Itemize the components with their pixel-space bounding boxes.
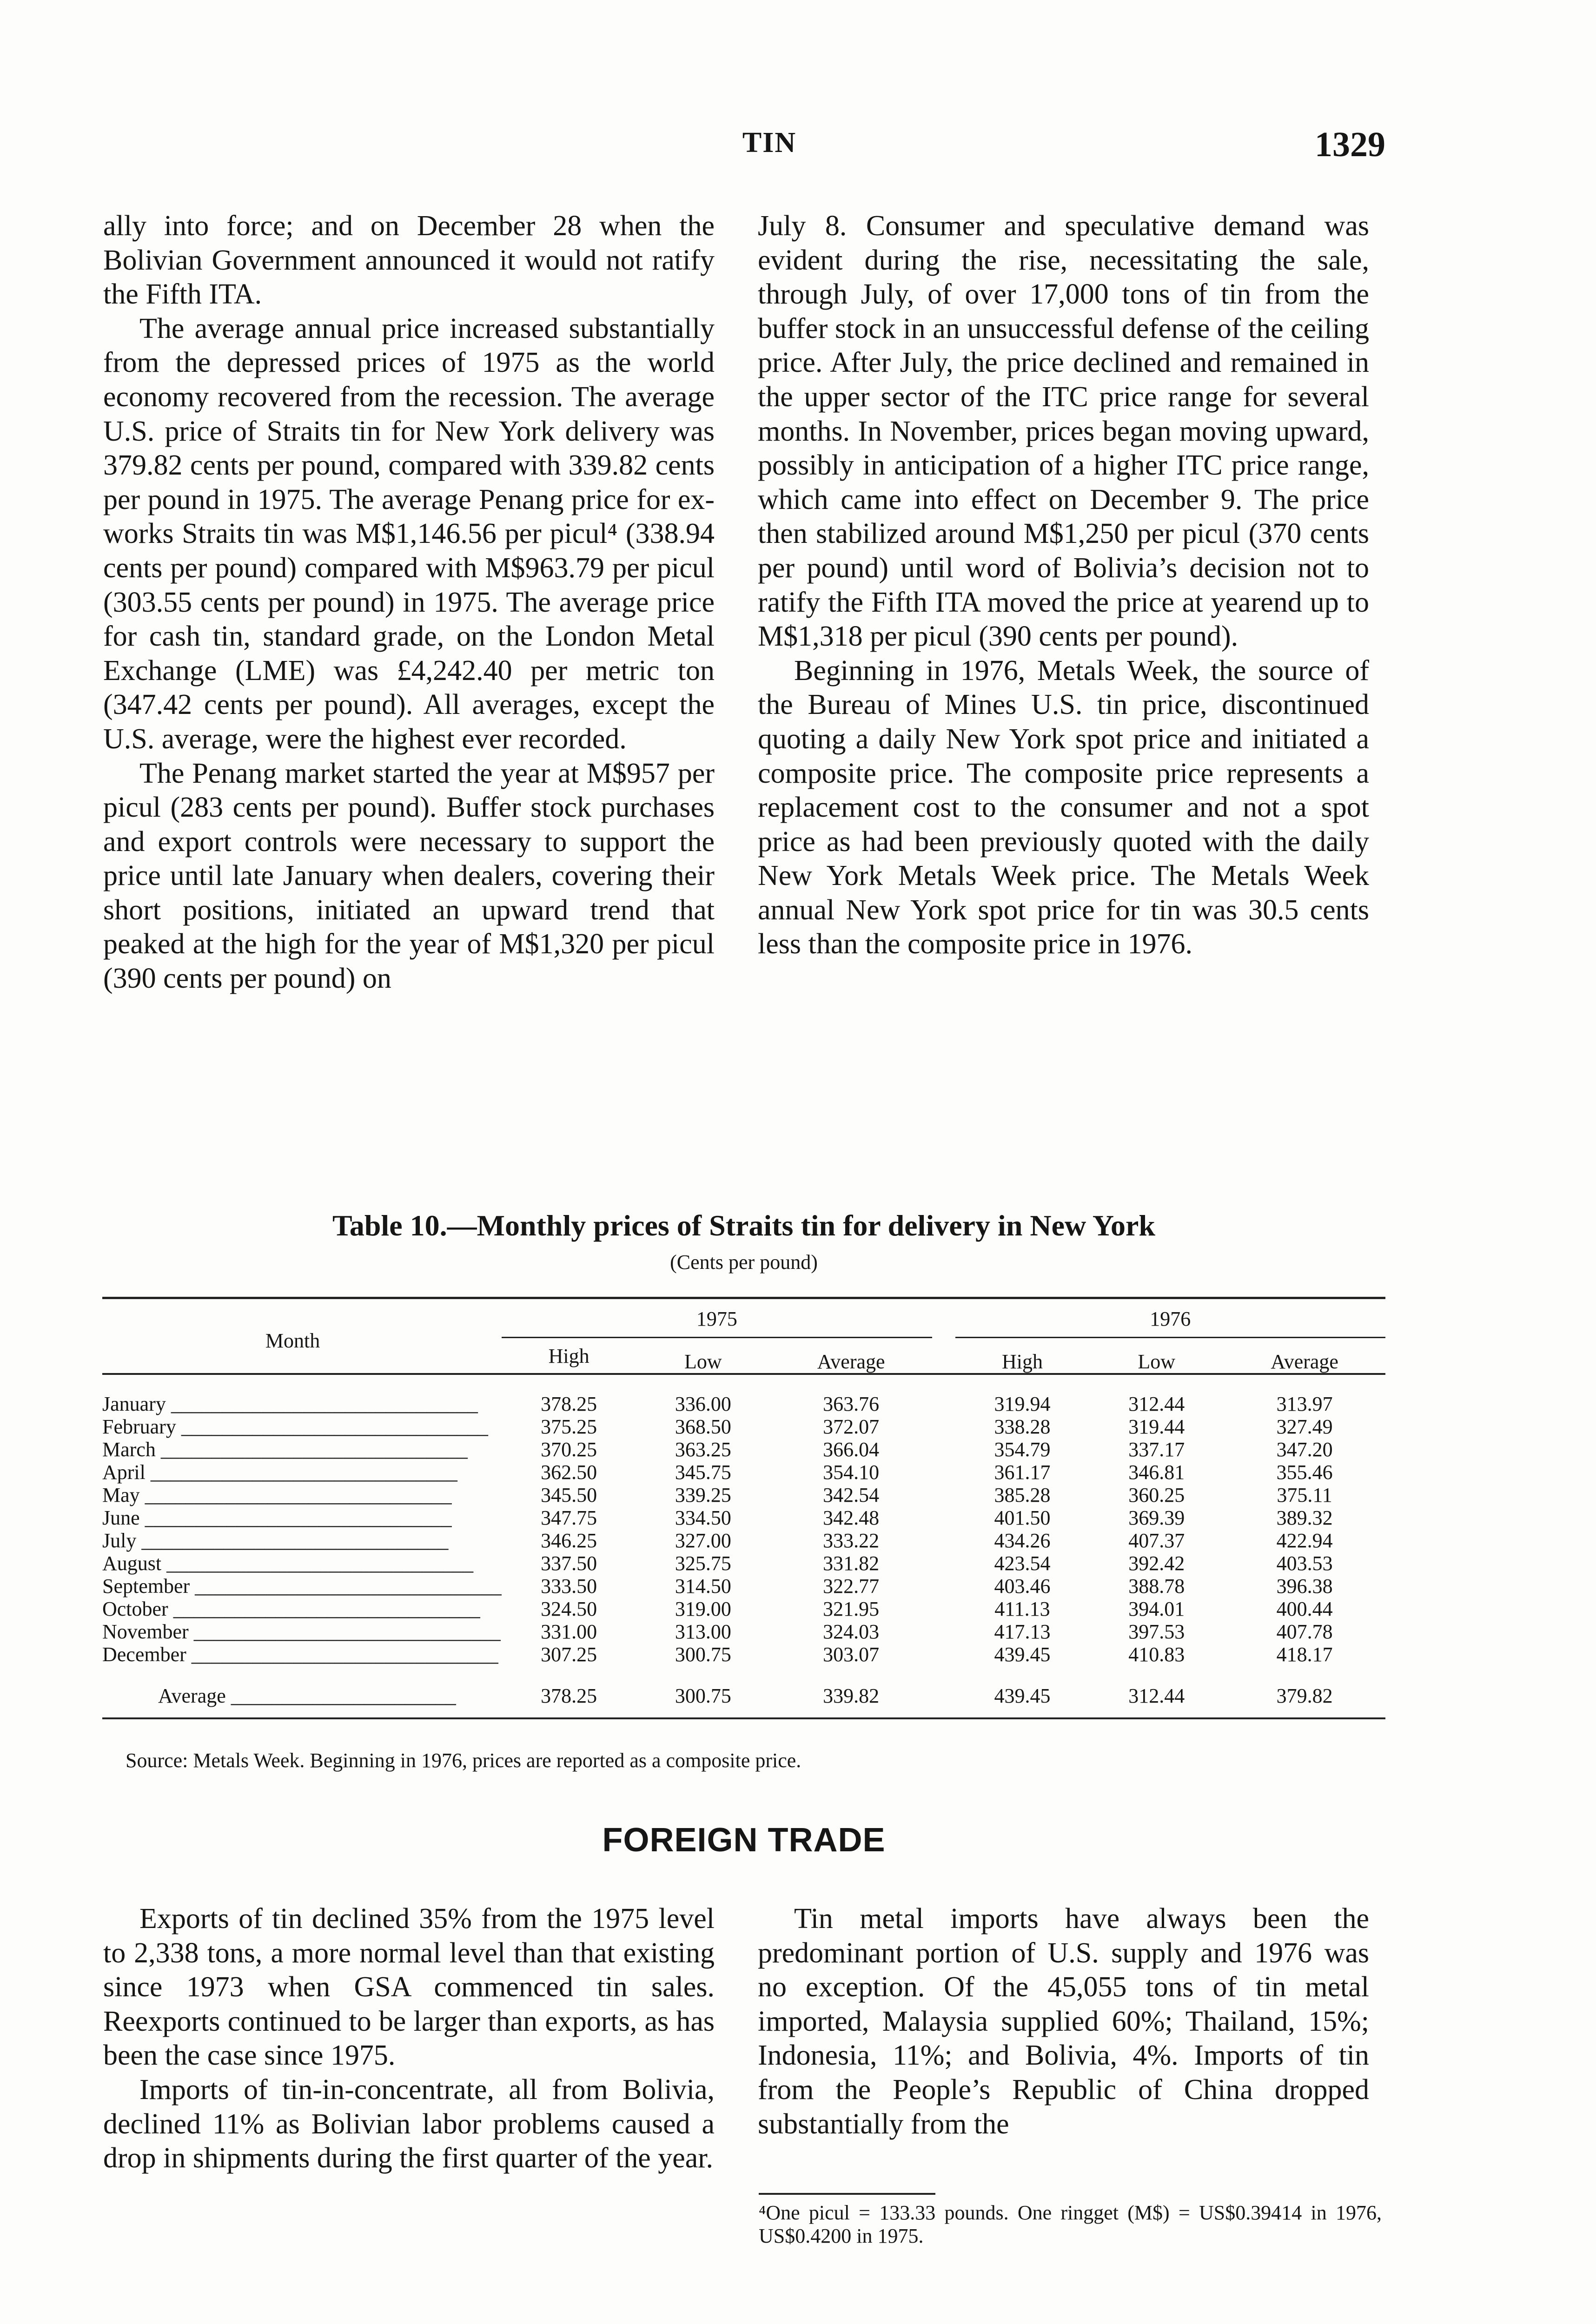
table-cell: 375.25 — [541, 1415, 597, 1438]
table-row — [102, 1393, 1385, 1415]
table-cell: 314.50 — [675, 1575, 731, 1598]
month-label: October ______________________________ — [102, 1598, 480, 1620]
paragraph: Tin metal imports have always been the predominant portion of U.S. supply and 1976 was no exception. Of the 45,055 tons of tin metal imported, Malaysia supplied 60%; Thailand, 15%; Indonesia, 11%; and Bolivia, 4%. Imports of tin from the People’s Republic of China dropped substantially from the — [758, 1903, 1369, 2140]
table-cell: 307.25 — [541, 1643, 597, 1666]
column-header: Average — [1271, 1350, 1338, 1373]
table-cell: 407.78 — [1276, 1620, 1333, 1643]
column-header: High — [1001, 1350, 1043, 1373]
table-cell: 337.50 — [541, 1552, 597, 1575]
month-column-header: Month — [265, 1329, 320, 1352]
table-cell: 333.22 — [823, 1529, 880, 1552]
table-cell: 379.82 — [1276, 1684, 1333, 1707]
table-cell: 397.53 — [1128, 1620, 1185, 1643]
table-cell: 439.45 — [994, 1684, 1051, 1707]
table-cell: 354.10 — [823, 1461, 880, 1484]
month-label: August ______________________________ — [102, 1552, 474, 1575]
table-cell: 346.25 — [541, 1529, 597, 1552]
month-label: April ______________________________ — [102, 1461, 457, 1484]
table-cell: 375.11 — [1277, 1484, 1332, 1506]
table-cell: 324.50 — [541, 1598, 597, 1620]
table-subtitle: (Cents per pound) — [670, 1251, 818, 1274]
table-title: Table 10.—Monthly prices of Straits tin for delivery in New York — [332, 1209, 1155, 1242]
table-cell: 313.97 — [1276, 1393, 1333, 1415]
table-average-section — [102, 1666, 1385, 1718]
paragraph: The average annual price increased substantially from the depressed prices of 1975 as the world economy recovered from the recession. The average U.S. price of Straits tin for New York delivery was 379.82 cents per pound, compared with 339.82 cents per pound in 1975. The average Penang price for ex-works Straits tin was M$1,146.56 per picul⁴ (338.94 cents per pound) compared with M$963.79 per picul (303.55 cents per pound) in 1975. The average price for cash tin, standard grade, on the London Metal Exchange (LME) was £4,242.40 per metric ton (347.42 cents per pound). All averages, except the U.S. average, were the highest ever recorded. — [103, 312, 715, 755]
table-cell: 361.17 — [994, 1461, 1051, 1484]
table-cell: 369.39 — [1128, 1506, 1185, 1529]
price-table — [102, 1297, 1385, 1719]
table-row — [102, 1461, 1385, 1484]
table-cell: 300.75 — [675, 1684, 731, 1707]
table-cell: 410.83 — [1128, 1643, 1185, 1666]
table-cell: 324.03 — [823, 1620, 880, 1643]
table-row — [102, 1552, 1385, 1575]
table-cell: 362.50 — [541, 1461, 597, 1484]
table-cell: 325.75 — [675, 1552, 731, 1575]
table-cell: 355.46 — [1276, 1461, 1333, 1484]
table-cell: 322.77 — [823, 1575, 880, 1598]
table-cell: 339.25 — [675, 1484, 731, 1506]
table-cell: 372.07 — [823, 1415, 880, 1438]
table-cell: 396.38 — [1276, 1575, 1333, 1598]
month-label: January ______________________________ — [102, 1393, 478, 1415]
table-cell: 319.94 — [994, 1393, 1051, 1415]
table-cell: 312.44 — [1128, 1684, 1185, 1707]
table-body — [102, 1374, 1385, 1666]
table-cell: 342.48 — [823, 1506, 880, 1529]
table-cell: 319.44 — [1128, 1415, 1185, 1438]
footnote: ⁴One picul = 133.33 pounds. One ringget (M$) = US$0.39414 in 1976, US$0.4200 in 1975. — [759, 2201, 1382, 2247]
table-cell: 417.13 — [994, 1620, 1051, 1643]
trade-column-right — [758, 1902, 1369, 2141]
table-cell: 418.17 — [1276, 1643, 1333, 1666]
table-cell: 401.50 — [994, 1506, 1051, 1529]
table-cell: 334.50 — [675, 1506, 731, 1529]
table-row — [102, 1484, 1385, 1506]
table-cell: 300.75 — [675, 1643, 731, 1666]
table-cell: 303.07 — [823, 1643, 880, 1666]
paragraph: July 8. Consumer and speculative demand was evident during the rise, necessitating the sale, through July, of over 17,000 tons of tin from the buffer stock in an unsuccessful defense of the ceiling price. After July, the price declined and remained in the upper sector of the ITC price range for several months. In November, prices began moving upward, possibly in anticipation of a higher ITC price range, which came into effect on December 9. The price then stabilized around M$1,250 per picul (370 cents per pound) until word of Bolivia’s decision not to ratify the Fifth ITA moved the price at yearend up to M$1,318 per picul (390 cents per pound). — [758, 210, 1369, 653]
table-row — [102, 1529, 1385, 1552]
year-header-1976: 1976 — [955, 1298, 1385, 1338]
table-cell: 345.50 — [541, 1484, 597, 1506]
table-cell: 347.20 — [1276, 1438, 1333, 1461]
column-header: Low — [684, 1350, 722, 1373]
month-label: May ______________________________ — [102, 1484, 452, 1506]
paragraph: Beginning in 1976, Metals Week, the source of the Bureau of Mines U.S. tin price, discontinued quoting a daily New York spot price and initiated a composite price. The composite price represents a replacement cost to the consumer and not a spot price as had been previously quoted with the daily New York Metals Week price. The Metals Week annual New York spot price for tin was 30.5 cents less than the composite price in 1976. — [758, 654, 1369, 960]
table-cell: 331.00 — [541, 1620, 597, 1643]
table-cell: 400.44 — [1276, 1598, 1333, 1620]
body-column-left — [103, 209, 715, 996]
table-cell: 336.00 — [675, 1393, 731, 1415]
table-cell: 363.76 — [823, 1393, 880, 1415]
table-cell: 392.42 — [1128, 1552, 1185, 1575]
month-label: June ______________________________ — [102, 1506, 452, 1529]
column-header: Low — [1138, 1350, 1176, 1373]
table-row — [102, 1575, 1385, 1598]
table-cell: 422.94 — [1276, 1529, 1333, 1552]
month-label: July ______________________________ — [102, 1529, 449, 1552]
footnote-rule — [759, 2193, 935, 2195]
table-cell: 394.01 — [1128, 1598, 1185, 1620]
table-cell: 360.25 — [1128, 1484, 1185, 1506]
table-cell: 403.46 — [994, 1575, 1051, 1598]
month-label: February ______________________________ — [102, 1415, 488, 1438]
table-row — [102, 1598, 1385, 1620]
body-column-right — [758, 209, 1369, 962]
trade-column-left — [103, 1902, 715, 2176]
table-cell: 347.75 — [541, 1506, 597, 1529]
column-header: High — [548, 1345, 589, 1367]
month-label: November ______________________________ — [102, 1620, 501, 1643]
table-cell: 354.79 — [994, 1438, 1051, 1461]
table-cell: 319.00 — [675, 1598, 731, 1620]
table-cell: 389.32 — [1276, 1506, 1333, 1529]
table-cell: 385.28 — [994, 1484, 1051, 1506]
table-cell: 378.25 — [541, 1684, 597, 1707]
table-cell: 366.04 — [823, 1438, 880, 1461]
month-label: September ______________________________ — [102, 1575, 502, 1598]
table-cell: 339.82 — [823, 1684, 880, 1707]
table-cell: 327.00 — [675, 1529, 731, 1552]
table-cell: 345.75 — [675, 1461, 731, 1484]
table-row — [102, 1643, 1385, 1666]
table-cell: 337.17 — [1128, 1438, 1185, 1461]
running-title: TIN — [742, 127, 797, 158]
paragraph: Exports of tin declined 35% from the 1975 level to 2,338 tons, a more normal level than that existing since 1973 when GSA commenced tin sales. Reexports continued to be larger than exports, as has been the case since 1975. — [103, 1903, 715, 2072]
table-cell: 346.81 — [1128, 1461, 1185, 1484]
year-header-1975: 1975 — [502, 1298, 932, 1338]
table-cell: 331.82 — [823, 1552, 880, 1575]
table-cell: 327.49 — [1276, 1415, 1333, 1438]
table-row — [102, 1415, 1385, 1438]
table-average-row — [102, 1684, 1385, 1718]
table-cell: 333.50 — [541, 1575, 597, 1598]
table-cell: 338.28 — [994, 1415, 1051, 1438]
column-header: Average — [817, 1350, 885, 1373]
table-row — [102, 1506, 1385, 1529]
table-cell: 434.26 — [994, 1529, 1051, 1552]
table-cell: 388.78 — [1128, 1575, 1185, 1598]
paragraph: ally into force; and on December 28 when the Bolivian Government announced it would not ratify the Fifth ITA. — [103, 210, 715, 310]
table-cell: 321.95 — [823, 1598, 880, 1620]
table-source-note: Source: Metals Week. Beginning in 1976, prices are reported as a composite price. — [126, 1749, 801, 1772]
table-cell: 363.25 — [675, 1438, 731, 1461]
table-cell: 312.44 — [1128, 1393, 1185, 1415]
table-cell: 423.54 — [994, 1552, 1051, 1575]
table-cell: 378.25 — [541, 1393, 597, 1415]
month-label: March ______________________________ — [102, 1438, 468, 1461]
table-cell: 368.50 — [675, 1415, 731, 1438]
table-cell: 313.00 — [675, 1620, 731, 1643]
month-label: December ______________________________ — [102, 1643, 498, 1666]
table-row — [102, 1620, 1385, 1643]
table-cell: 403.53 — [1276, 1552, 1333, 1575]
page-number: 1329 — [1315, 125, 1385, 164]
table-cell: 342.54 — [823, 1484, 880, 1506]
table-row — [102, 1438, 1385, 1461]
section-heading: FOREIGN TRADE — [602, 1822, 886, 1859]
paragraph: Imports of tin-in-concentrate, all from Bolivia, declined 11% as Bolivian labor problems caused a drop in shipments during the first quarter of the year. — [103, 2073, 715, 2174]
table-cell: 439.45 — [994, 1643, 1051, 1666]
table-cell: 370.25 — [541, 1438, 597, 1461]
table-cell: 407.37 — [1128, 1529, 1185, 1552]
average-label: Average ______________________ — [158, 1684, 456, 1707]
table-cell: 411.13 — [994, 1598, 1050, 1620]
table-header-row — [102, 1298, 1385, 1338]
paragraph: The Penang market started the year at M$957 per picul (283 cents per pound). Buffer stock purchases and export controls were necessary to support the price until late January when dealers, covering their short positions, initiated an upward trend that peaked at the high for the year of M$1,320 per picul (390 cents per pound) on — [103, 757, 715, 995]
